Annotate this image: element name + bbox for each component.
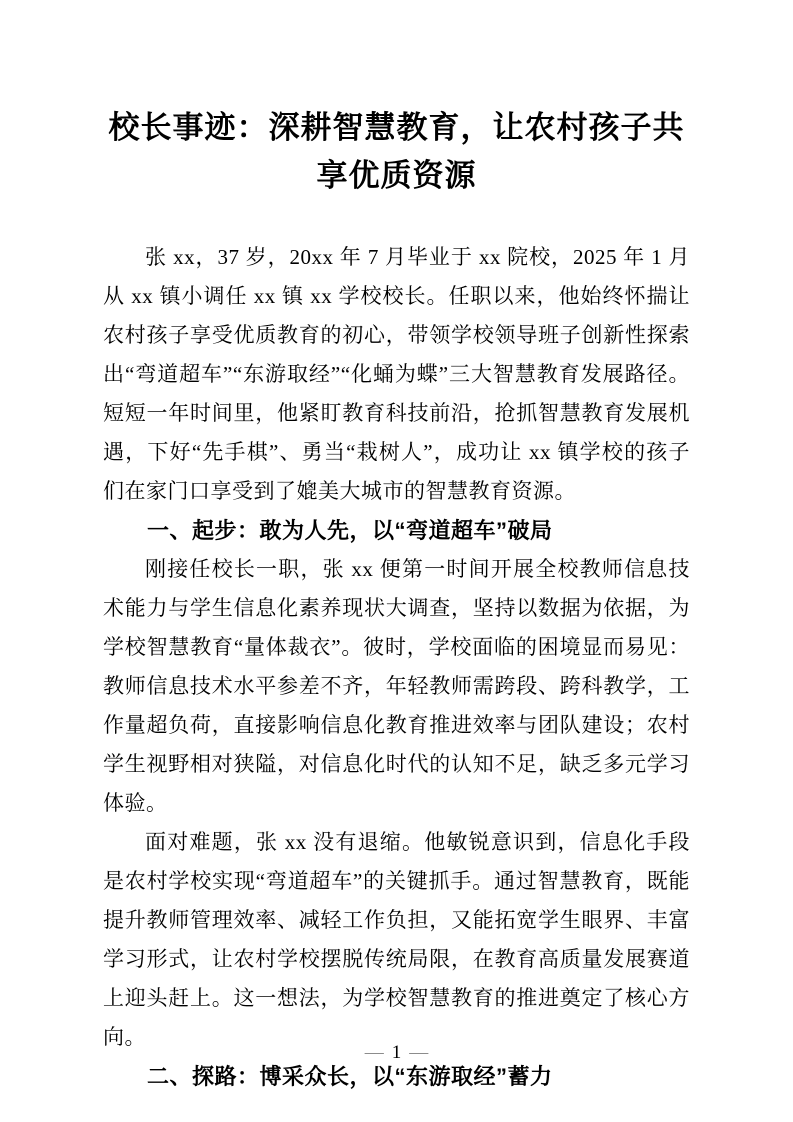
section-heading-1: 一、起步：敢为人先，以“弯道超车”破局 bbox=[147, 518, 553, 543]
footer-right-dash: — bbox=[409, 1042, 429, 1063]
paragraph-intro: 张 xx，37 岁，20xx 年 7 月毕业于 xx 院校，2025 年 1 月从 xx 镇小调任 xx 镇 xx 学校校长。任职以来，他始终怀揣让农村孩子享受优质教育的初心，带领学校领导班子创新性探索出“弯道超车”“东游取经”“化蛹为蝶”三大智慧教育发展路径。短短一年时间里，他紧盯教育科技前沿，抢抓智慧教育发展机遇，下好“先手棋”、勇当“栽树人”，成功让 xx 镇学校的孩子们在家门口享受到了媲美大城市的智慧教育资源。 bbox=[103, 245, 690, 503]
paragraph-section1-b: 面对难题，张 xx 没有退缩。他敏锐意识到，信息化手段是农村学校实现“弯道超车”的关键抓手。通过智慧教育，既能提升教师管理效率、减轻工作负担，又能拓宽学生眼界、丰富学习形式，让农村学校摆脱传统局限，在教育高质量发展赛道上迎头赶上。这一想法，为学校智慧教育的推进奠定了核心方向。 bbox=[103, 830, 690, 1049]
document-body bbox=[103, 238, 690, 1096]
document-title: 校长事迹：深耕智慧教育，让农村孩子共享优质资源 bbox=[108, 110, 685, 193]
footer-left-dash: — bbox=[364, 1042, 384, 1063]
paragraph-section1-a: 刚接任校长一职，张 xx 便第一时间开展全校教师信息技术能力与学生信息化素养现状大调查，坚持以数据为依据，为学校智慧教育“量体裁衣”。彼时，学校面临的困境显而易见：教师信息技术水平参差不齐，年轻教师需跨段、跨科教学，工作量超负荷，直接影响信息化教育推进效率与团队建设；农村学生视野相对狭隘，对信息化时代的认知不足，缺乏多元学习体验。 bbox=[103, 557, 690, 815]
page-number: 1 bbox=[391, 1042, 402, 1063]
page-footer bbox=[0, 1042, 793, 1064]
section-heading-2: 二、探路：博采众长，以“东游取经”蓄力 bbox=[147, 1064, 553, 1089]
